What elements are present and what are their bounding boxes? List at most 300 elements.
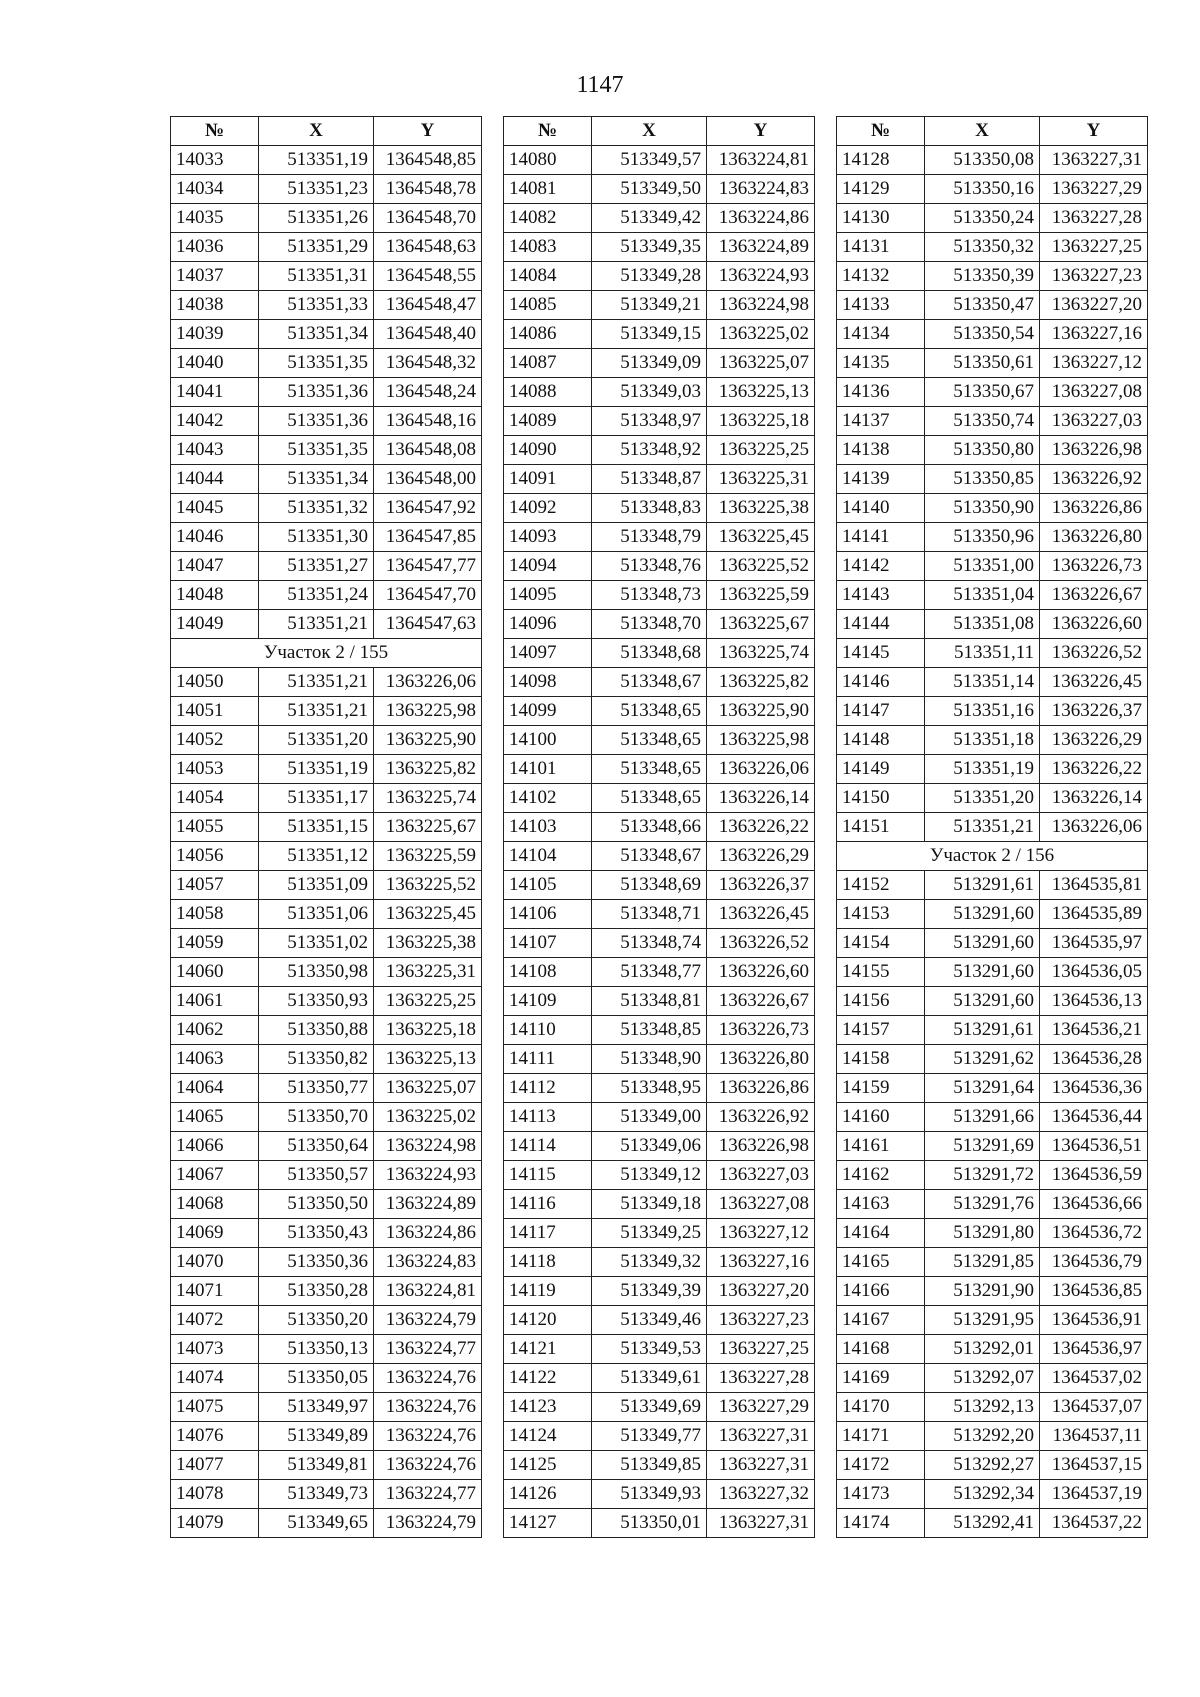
x-coordinate: 513349,25 xyxy=(592,1219,707,1248)
x-coordinate: 513348,74 xyxy=(592,929,707,958)
point-number: 14056 xyxy=(171,842,259,871)
x-coordinate: 513351,24 xyxy=(259,581,374,610)
table-row xyxy=(171,842,482,871)
y-coordinate: 1363224,83 xyxy=(707,175,815,204)
x-coordinate: 513350,74 xyxy=(925,407,1040,436)
point-number: 14074 xyxy=(171,1364,259,1393)
table-row xyxy=(171,1016,482,1045)
y-coordinate: 1363225,67 xyxy=(374,813,482,842)
x-coordinate: 513348,87 xyxy=(592,465,707,494)
x-coordinate: 513351,34 xyxy=(259,320,374,349)
point-number: 14038 xyxy=(171,291,259,320)
table-row xyxy=(171,204,482,233)
table-row xyxy=(504,436,815,465)
table-row xyxy=(171,1509,482,1538)
table-row xyxy=(837,349,1148,378)
point-number: 14120 xyxy=(504,1306,592,1335)
table-row xyxy=(837,1277,1148,1306)
y-coordinate: 1363225,38 xyxy=(707,494,815,523)
x-coordinate: 513291,95 xyxy=(925,1306,1040,1335)
x-coordinate: 513351,19 xyxy=(925,755,1040,784)
point-number: 14045 xyxy=(171,494,259,523)
y-coordinate: 1363225,18 xyxy=(374,1016,482,1045)
point-number: 14059 xyxy=(171,929,259,958)
table-row xyxy=(504,842,815,871)
table-row xyxy=(171,1045,482,1074)
page-number: 1147 xyxy=(576,72,624,98)
table-row xyxy=(504,1306,815,1335)
table-row xyxy=(837,436,1148,465)
point-number: 14173 xyxy=(837,1480,925,1509)
point-number: 14163 xyxy=(837,1190,925,1219)
y-coordinate: 1363225,98 xyxy=(374,697,482,726)
table-row xyxy=(504,668,815,697)
y-coordinate: 1363226,73 xyxy=(707,1016,815,1045)
table-row xyxy=(171,233,482,262)
point-number: 14055 xyxy=(171,813,259,842)
x-coordinate: 513349,32 xyxy=(592,1248,707,1277)
point-number: 14073 xyxy=(171,1335,259,1364)
y-coordinate: 1363225,59 xyxy=(707,581,815,610)
table-row xyxy=(171,1161,482,1190)
y-coordinate: 1363226,45 xyxy=(1040,668,1148,697)
x-coordinate: 513350,43 xyxy=(259,1219,374,1248)
table-row xyxy=(837,697,1148,726)
point-number: 14078 xyxy=(171,1480,259,1509)
table-row xyxy=(504,1248,815,1277)
y-coordinate: 1363224,86 xyxy=(707,204,815,233)
x-coordinate: 513351,15 xyxy=(259,813,374,842)
x-coordinate: 513349,89 xyxy=(259,1422,374,1451)
x-coordinate: 513350,57 xyxy=(259,1161,374,1190)
y-coordinate: 1363227,12 xyxy=(1040,349,1148,378)
y-coordinate: 1364537,07 xyxy=(1040,1393,1148,1422)
table-row xyxy=(837,871,1148,900)
table-row xyxy=(837,1451,1148,1480)
point-number: 14162 xyxy=(837,1161,925,1190)
table-row xyxy=(504,320,815,349)
section-title: Участок 2 / 155 xyxy=(171,639,482,668)
table-row xyxy=(837,494,1148,523)
y-coordinate: 1363224,79 xyxy=(374,1306,482,1335)
table-row xyxy=(837,813,1148,842)
table-row xyxy=(837,523,1148,552)
x-coordinate: 513350,67 xyxy=(925,378,1040,407)
table-row xyxy=(837,552,1148,581)
section-row xyxy=(837,842,1148,871)
x-coordinate: 513348,65 xyxy=(592,784,707,813)
point-number: 14143 xyxy=(837,581,925,610)
table-row xyxy=(504,1074,815,1103)
point-number: 14133 xyxy=(837,291,925,320)
table-row xyxy=(504,1045,815,1074)
x-coordinate: 513292,07 xyxy=(925,1364,1040,1393)
point-number: 14058 xyxy=(171,900,259,929)
x-coordinate: 513350,90 xyxy=(925,494,1040,523)
y-coordinate: 1363227,12 xyxy=(707,1219,815,1248)
table-row xyxy=(171,262,482,291)
point-number: 14040 xyxy=(171,349,259,378)
table-row xyxy=(171,726,482,755)
y-coordinate: 1363227,31 xyxy=(707,1509,815,1538)
table-row xyxy=(504,262,815,291)
header-num: № xyxy=(504,117,592,146)
table-row xyxy=(171,900,482,929)
x-coordinate: 513350,61 xyxy=(925,349,1040,378)
point-number: 14100 xyxy=(504,726,592,755)
y-coordinate: 1363225,31 xyxy=(374,958,482,987)
y-coordinate: 1363226,14 xyxy=(707,784,815,813)
x-coordinate: 513291,60 xyxy=(925,929,1040,958)
table-row xyxy=(171,1451,482,1480)
y-coordinate: 1363226,29 xyxy=(1040,726,1148,755)
x-coordinate: 513351,21 xyxy=(259,610,374,639)
x-coordinate: 513349,97 xyxy=(259,1393,374,1422)
table-row xyxy=(504,291,815,320)
table-row xyxy=(504,784,815,813)
table-row xyxy=(837,987,1148,1016)
table-row xyxy=(504,1393,815,1422)
table-row xyxy=(504,726,815,755)
x-coordinate: 513291,61 xyxy=(925,871,1040,900)
x-coordinate: 513349,18 xyxy=(592,1190,707,1219)
point-number: 14149 xyxy=(837,755,925,784)
table-row xyxy=(504,639,815,668)
point-number: 14130 xyxy=(837,204,925,233)
table-row xyxy=(504,1335,815,1364)
x-coordinate: 513349,28 xyxy=(592,262,707,291)
y-coordinate: 1363225,13 xyxy=(707,378,815,407)
point-number: 14115 xyxy=(504,1161,592,1190)
point-number: 14168 xyxy=(837,1335,925,1364)
point-number: 14146 xyxy=(837,668,925,697)
point-number: 14087 xyxy=(504,349,592,378)
table-row xyxy=(837,610,1148,639)
coordinates-table-1 xyxy=(170,116,482,1538)
table-row xyxy=(171,1074,482,1103)
table-header-row xyxy=(837,117,1148,146)
x-coordinate: 513291,69 xyxy=(925,1132,1040,1161)
point-number: 14174 xyxy=(837,1509,925,1538)
table-row xyxy=(171,1132,482,1161)
table-row xyxy=(837,668,1148,697)
table-row xyxy=(837,726,1148,755)
table-row xyxy=(171,1103,482,1132)
table-row xyxy=(837,1103,1148,1132)
table-row xyxy=(837,262,1148,291)
header-x: X xyxy=(592,117,707,146)
x-coordinate: 513351,12 xyxy=(259,842,374,871)
table-row xyxy=(171,987,482,1016)
table-row xyxy=(171,1422,482,1451)
table-row xyxy=(171,1335,482,1364)
x-coordinate: 513350,39 xyxy=(925,262,1040,291)
x-coordinate: 513350,32 xyxy=(925,233,1040,262)
table-row xyxy=(837,1016,1148,1045)
y-coordinate: 1364548,00 xyxy=(374,465,482,494)
y-coordinate: 1363227,25 xyxy=(707,1335,815,1364)
y-coordinate: 1363225,74 xyxy=(374,784,482,813)
x-coordinate: 513350,77 xyxy=(259,1074,374,1103)
x-coordinate: 513291,72 xyxy=(925,1161,1040,1190)
table-row xyxy=(504,1277,815,1306)
point-number: 14156 xyxy=(837,987,925,1016)
x-coordinate: 513292,41 xyxy=(925,1509,1040,1538)
x-coordinate: 513348,97 xyxy=(592,407,707,436)
y-coordinate: 1363226,92 xyxy=(707,1103,815,1132)
y-coordinate: 1363226,22 xyxy=(1040,755,1148,784)
y-coordinate: 1363226,80 xyxy=(707,1045,815,1074)
x-coordinate: 513350,93 xyxy=(259,987,374,1016)
y-coordinate: 1363225,07 xyxy=(374,1074,482,1103)
y-coordinate: 1363226,67 xyxy=(1040,581,1148,610)
point-number: 14112 xyxy=(504,1074,592,1103)
y-coordinate: 1364536,36 xyxy=(1040,1074,1148,1103)
x-coordinate: 513350,08 xyxy=(925,146,1040,175)
x-coordinate: 513291,76 xyxy=(925,1190,1040,1219)
point-number: 14057 xyxy=(171,871,259,900)
point-number: 14071 xyxy=(171,1277,259,1306)
x-coordinate: 513348,85 xyxy=(592,1016,707,1045)
table-row xyxy=(171,1219,482,1248)
x-coordinate: 513292,27 xyxy=(925,1451,1040,1480)
x-coordinate: 513351,11 xyxy=(925,639,1040,668)
x-coordinate: 513292,13 xyxy=(925,1393,1040,1422)
x-coordinate: 513348,68 xyxy=(592,639,707,668)
y-coordinate: 1363227,03 xyxy=(1040,407,1148,436)
point-number: 14075 xyxy=(171,1393,259,1422)
y-coordinate: 1364535,97 xyxy=(1040,929,1148,958)
point-number: 14154 xyxy=(837,929,925,958)
point-number: 14148 xyxy=(837,726,925,755)
point-number: 14152 xyxy=(837,871,925,900)
x-coordinate: 513291,61 xyxy=(925,1016,1040,1045)
y-coordinate: 1363226,45 xyxy=(707,900,815,929)
x-coordinate: 513350,85 xyxy=(925,465,1040,494)
x-coordinate: 513351,36 xyxy=(259,407,374,436)
table-row xyxy=(504,1509,815,1538)
x-coordinate: 513350,28 xyxy=(259,1277,374,1306)
table-header-row xyxy=(504,117,815,146)
x-coordinate: 513348,65 xyxy=(592,755,707,784)
y-coordinate: 1363225,90 xyxy=(374,726,482,755)
x-coordinate: 513349,00 xyxy=(592,1103,707,1132)
point-number: 14035 xyxy=(171,204,259,233)
y-coordinate: 1363224,83 xyxy=(374,1248,482,1277)
x-coordinate: 513348,71 xyxy=(592,900,707,929)
y-coordinate: 1364548,63 xyxy=(374,233,482,262)
x-coordinate: 513351,30 xyxy=(259,523,374,552)
point-number: 14081 xyxy=(504,175,592,204)
point-number: 14097 xyxy=(504,639,592,668)
point-number: 14142 xyxy=(837,552,925,581)
y-coordinate: 1363227,20 xyxy=(1040,291,1148,320)
x-coordinate: 513351,21 xyxy=(259,668,374,697)
table-row xyxy=(504,494,815,523)
x-coordinate: 513291,66 xyxy=(925,1103,1040,1132)
x-coordinate: 513349,61 xyxy=(592,1364,707,1393)
header-x: X xyxy=(925,117,1040,146)
point-number: 14051 xyxy=(171,697,259,726)
table-row xyxy=(837,1219,1148,1248)
y-coordinate: 1363225,74 xyxy=(707,639,815,668)
y-coordinate: 1363225,82 xyxy=(707,668,815,697)
table-row xyxy=(171,552,482,581)
x-coordinate: 513349,06 xyxy=(592,1132,707,1161)
x-coordinate: 513351,29 xyxy=(259,233,374,262)
point-number: 14101 xyxy=(504,755,592,784)
table-row xyxy=(171,813,482,842)
y-coordinate: 1363225,52 xyxy=(707,552,815,581)
y-coordinate: 1364548,47 xyxy=(374,291,482,320)
point-number: 14068 xyxy=(171,1190,259,1219)
y-coordinate: 1363226,60 xyxy=(707,958,815,987)
point-number: 14072 xyxy=(171,1306,259,1335)
table-row xyxy=(171,523,482,552)
y-coordinate: 1364536,66 xyxy=(1040,1190,1148,1219)
table-row xyxy=(837,958,1148,987)
table-row xyxy=(837,929,1148,958)
point-number: 14093 xyxy=(504,523,592,552)
y-coordinate: 1363226,98 xyxy=(1040,436,1148,465)
point-number: 14124 xyxy=(504,1422,592,1451)
table-row xyxy=(837,784,1148,813)
table-row xyxy=(504,1190,815,1219)
y-coordinate: 1364547,77 xyxy=(374,552,482,581)
table-row xyxy=(837,320,1148,349)
table-row xyxy=(504,407,815,436)
x-coordinate: 513348,83 xyxy=(592,494,707,523)
x-coordinate: 513292,20 xyxy=(925,1422,1040,1451)
point-number: 14102 xyxy=(504,784,592,813)
y-coordinate: 1363227,23 xyxy=(707,1306,815,1335)
y-coordinate: 1364548,16 xyxy=(374,407,482,436)
x-coordinate: 513291,62 xyxy=(925,1045,1040,1074)
table-row xyxy=(837,233,1148,262)
table-row xyxy=(837,1161,1148,1190)
section-title: Участок 2 / 156 xyxy=(837,842,1148,871)
point-number: 14036 xyxy=(171,233,259,262)
table-row xyxy=(171,1480,482,1509)
point-number: 14033 xyxy=(171,146,259,175)
y-coordinate: 1363226,06 xyxy=(374,668,482,697)
point-number: 14126 xyxy=(504,1480,592,1509)
x-coordinate: 513348,69 xyxy=(592,871,707,900)
header-y: Y xyxy=(707,117,815,146)
y-coordinate: 1363224,79 xyxy=(374,1509,482,1538)
x-coordinate: 513291,90 xyxy=(925,1277,1040,1306)
point-number: 14066 xyxy=(171,1132,259,1161)
x-coordinate: 513348,65 xyxy=(592,697,707,726)
x-coordinate: 513349,12 xyxy=(592,1161,707,1190)
table-row xyxy=(837,175,1148,204)
point-number: 14118 xyxy=(504,1248,592,1277)
point-number: 14117 xyxy=(504,1219,592,1248)
table-row xyxy=(504,813,815,842)
x-coordinate: 513350,64 xyxy=(259,1132,374,1161)
x-coordinate: 513291,60 xyxy=(925,958,1040,987)
table-row xyxy=(837,1045,1148,1074)
y-coordinate: 1364548,32 xyxy=(374,349,482,378)
x-coordinate: 513350,13 xyxy=(259,1335,374,1364)
y-coordinate: 1363225,98 xyxy=(707,726,815,755)
x-coordinate: 513350,80 xyxy=(925,436,1040,465)
y-coordinate: 1364548,85 xyxy=(374,146,482,175)
y-coordinate: 1363225,02 xyxy=(707,320,815,349)
table-row xyxy=(504,610,815,639)
point-number: 14079 xyxy=(171,1509,259,1538)
table-row xyxy=(171,697,482,726)
x-coordinate: 513349,93 xyxy=(592,1480,707,1509)
x-coordinate: 513351,20 xyxy=(925,784,1040,813)
x-coordinate: 513351,18 xyxy=(925,726,1040,755)
x-coordinate: 513351,19 xyxy=(259,146,374,175)
x-coordinate: 513291,60 xyxy=(925,987,1040,1016)
point-number: 14141 xyxy=(837,523,925,552)
y-coordinate: 1363225,45 xyxy=(374,900,482,929)
y-coordinate: 1363224,81 xyxy=(707,146,815,175)
point-number: 14170 xyxy=(837,1393,925,1422)
point-number: 14108 xyxy=(504,958,592,987)
x-coordinate: 513351,35 xyxy=(259,349,374,378)
point-number: 14070 xyxy=(171,1248,259,1277)
y-coordinate: 1363225,18 xyxy=(707,407,815,436)
table-row xyxy=(504,1132,815,1161)
point-number: 14134 xyxy=(837,320,925,349)
y-coordinate: 1363227,20 xyxy=(707,1277,815,1306)
point-number: 14092 xyxy=(504,494,592,523)
point-number: 14060 xyxy=(171,958,259,987)
point-number: 14084 xyxy=(504,262,592,291)
x-coordinate: 513351,09 xyxy=(259,871,374,900)
point-number: 14052 xyxy=(171,726,259,755)
point-number: 14047 xyxy=(171,552,259,581)
header-num: № xyxy=(171,117,259,146)
section-row xyxy=(171,639,482,668)
x-coordinate: 513348,73 xyxy=(592,581,707,610)
x-coordinate: 513350,70 xyxy=(259,1103,374,1132)
point-number: 14104 xyxy=(504,842,592,871)
x-coordinate: 513351,17 xyxy=(259,784,374,813)
point-number: 14044 xyxy=(171,465,259,494)
table-row xyxy=(837,407,1148,436)
x-coordinate: 513349,65 xyxy=(259,1509,374,1538)
y-coordinate: 1364548,55 xyxy=(374,262,482,291)
y-coordinate: 1363225,38 xyxy=(374,929,482,958)
y-coordinate: 1363226,67 xyxy=(707,987,815,1016)
point-number: 14145 xyxy=(837,639,925,668)
x-coordinate: 513349,03 xyxy=(592,378,707,407)
point-number: 14127 xyxy=(504,1509,592,1538)
table-row xyxy=(171,494,482,523)
y-coordinate: 1364547,70 xyxy=(374,581,482,610)
point-number: 14136 xyxy=(837,378,925,407)
x-coordinate: 513291,85 xyxy=(925,1248,1040,1277)
point-number: 14095 xyxy=(504,581,592,610)
point-number: 14083 xyxy=(504,233,592,262)
y-coordinate: 1364536,13 xyxy=(1040,987,1148,1016)
x-coordinate: 513349,15 xyxy=(592,320,707,349)
point-number: 14111 xyxy=(504,1045,592,1074)
table-row xyxy=(837,291,1148,320)
header-y: Y xyxy=(374,117,482,146)
x-coordinate: 513350,54 xyxy=(925,320,1040,349)
x-coordinate: 513348,67 xyxy=(592,668,707,697)
x-coordinate: 513350,24 xyxy=(925,204,1040,233)
table-row xyxy=(837,465,1148,494)
x-coordinate: 513350,47 xyxy=(925,291,1040,320)
table-row xyxy=(504,1219,815,1248)
